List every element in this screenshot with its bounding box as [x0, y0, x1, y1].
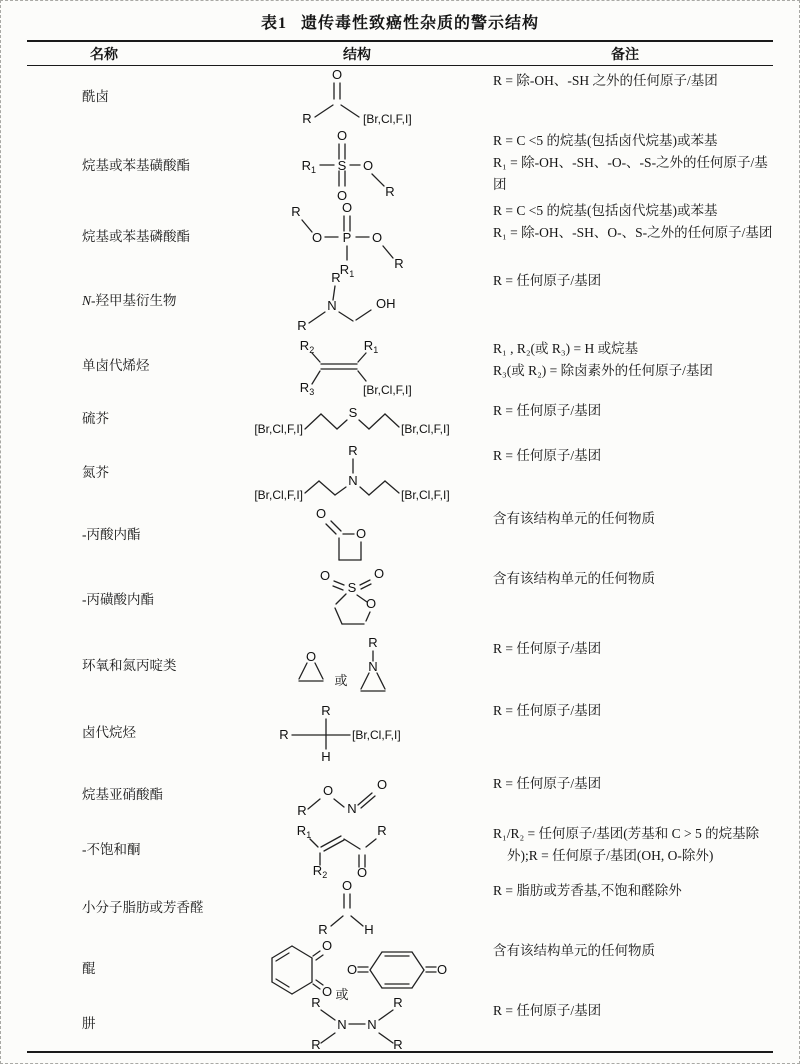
- substance-name: -不饱和酮: [82, 841, 141, 857]
- atom-label: R: [368, 635, 378, 650]
- atom-label: R: [394, 256, 404, 271]
- table-title-text: 遗传毒性致癌性杂质的警示结构: [301, 15, 540, 32]
- remark-line: R₁/R₂ = 任何原子/基团(芳基和 C > 5 的烷基除: [493, 826, 760, 841]
- structure-cell: [227, 266, 487, 334]
- bond-line: [412, 952, 424, 970]
- atom-label: O: [319, 568, 331, 583]
- bond-line: [312, 371, 320, 384]
- atom-label: [Br,Cl,F,I]: [401, 421, 450, 436]
- bond-line: [305, 481, 319, 493]
- substance-name: 卤代烷烃: [82, 725, 136, 740]
- atom-label: P: [342, 230, 352, 245]
- atom-label: O: [373, 566, 385, 581]
- bond-line: [315, 105, 333, 117]
- atom-label: H: [321, 748, 331, 764]
- atom-label: OH: [376, 296, 396, 311]
- atom-label: O: [311, 230, 323, 245]
- structure-cell: [227, 996, 487, 1051]
- chemical-structure-drawing: [272, 126, 442, 204]
- bond-line: [360, 580, 370, 585]
- table-row: [27, 266, 773, 334]
- remarks-cell: [487, 126, 773, 204]
- atom-label: O: [305, 649, 317, 664]
- remark-line: R₁ = 除-OH、-SH、-O-、-S-之外的任何原子/基团: [493, 155, 768, 192]
- substance-name: 烷基或苯基磺酸酯: [82, 157, 190, 173]
- structure-cell: [227, 634, 487, 696]
- bond-line: [360, 487, 369, 495]
- structure-cell: [227, 876, 487, 938]
- substance-name: -丙磺酸内酯: [82, 591, 154, 607]
- bond-line: [370, 970, 382, 988]
- atom-label: S: [348, 404, 358, 420]
- atom-label: R: [348, 442, 358, 458]
- atom-label: R: [291, 204, 301, 219]
- atom-label: N: [347, 801, 357, 816]
- substance-name: 氮芥: [82, 465, 109, 480]
- atom-label: O: [341, 200, 353, 215]
- atom-label: O: [371, 230, 383, 245]
- bond-line: [359, 420, 369, 429]
- structure-cell: [227, 441, 487, 504]
- header-row: [27, 42, 773, 65]
- atom-label: O: [355, 526, 367, 541]
- bond-line: [333, 586, 343, 590]
- remark-line: R = 脂肪或芳香基,不饱和醛除外: [493, 883, 682, 898]
- remark-line: R = 任何原子/基团: [493, 403, 602, 418]
- structure-cell: [227, 564, 487, 634]
- substance-name: 肼: [82, 1016, 96, 1031]
- chemical-structure-drawing: [272, 268, 442, 332]
- remark-line: R₁ , R₂(或 R₃) = H 或烷基: [493, 341, 639, 356]
- bond-line: [310, 839, 318, 847]
- chemical-structure-drawing: [252, 936, 462, 1000]
- substance-name: -丙酸内酯: [82, 526, 141, 542]
- bond-line: [369, 481, 385, 495]
- bond-line: [331, 521, 341, 531]
- bond-line: [339, 312, 353, 321]
- remarks-cell: [487, 441, 773, 504]
- structure-cell: [227, 196, 487, 279]
- chemical-structure-drawing: [267, 334, 447, 396]
- table-number: 表1: [260, 15, 287, 32]
- atom-label: N: [368, 659, 378, 674]
- substance-name: 硫芥: [82, 411, 109, 426]
- atom-label: [Br,Cl,F,I]: [254, 421, 303, 436]
- bond-line: [336, 594, 346, 604]
- table: [27, 1, 773, 1053]
- bond-line: [385, 414, 399, 427]
- substance-name: 烷基或苯基磷酸酯: [82, 228, 190, 244]
- remark-line: R = 除-OH、-SH 之外的任何原子/基团: [493, 73, 718, 88]
- atom-label: O: [436, 962, 448, 977]
- table-row: [27, 696, 773, 769]
- remark-line: R = 任何原子/基团: [493, 448, 602, 463]
- bond-line: [341, 105, 359, 117]
- remark-line: R₁ = 除-OH、-SH、O-、S-之外的任何原子/基团: [493, 225, 773, 240]
- chemical-structure-drawing: [272, 994, 442, 1052]
- table-row: [27, 126, 773, 203]
- bond-line: [379, 1033, 393, 1043]
- structure-cell: [227, 504, 487, 564]
- bond-line: [335, 487, 346, 495]
- header-structure: 结构: [343, 47, 371, 63]
- table-row: [27, 819, 773, 880]
- remark-line: 含有该结构单元的任何物质: [493, 511, 655, 526]
- atom-label: O: [315, 506, 327, 521]
- atom-label: R: [393, 994, 403, 1010]
- bond-line: [366, 612, 370, 621]
- atom-label: $R_2$: [312, 863, 328, 880]
- structure-cell: [227, 696, 487, 769]
- atom-label: S: [337, 158, 347, 173]
- bond-line: [272, 982, 292, 994]
- bond-line: [412, 970, 424, 988]
- bond-line: [334, 799, 344, 807]
- bond-line: [377, 673, 385, 689]
- remark-line: R = 任何原子/基团: [493, 1003, 602, 1018]
- bond-line: [321, 836, 341, 847]
- remark-line: 含有该结构单元的任何物质: [493, 943, 655, 958]
- bond-line: [321, 414, 337, 429]
- remarks-cell: [487, 819, 773, 879]
- remarks-cell: [487, 196, 773, 276]
- table-body: [27, 66, 773, 1051]
- remarks-cell: [487, 396, 773, 441]
- bond-line: [369, 414, 385, 429]
- remark-line: R = C <5 的烷基(包括卤代烷基)或苯基: [493, 133, 718, 148]
- remark-line: R = C <5 的烷基(包括卤代烷基)或苯基: [493, 203, 718, 218]
- bond-line: [335, 608, 342, 624]
- atom-label: $R_3$: [299, 380, 315, 397]
- remarks-cell: [487, 936, 773, 1000]
- remarks-cell: [487, 769, 773, 819]
- bond-line: [334, 581, 344, 585]
- table-row: [27, 634, 773, 696]
- bond-line: [292, 982, 312, 994]
- table-row: [27, 996, 773, 1051]
- atom-label: R: [297, 803, 307, 818]
- remarks-cell: [487, 696, 773, 769]
- atom-label: O: [362, 158, 374, 173]
- atom-label: R: [377, 823, 387, 838]
- atom-label: [Br,Cl,F,I]: [363, 383, 412, 397]
- atom-label: N: [327, 298, 337, 313]
- chemical-structure-drawing: [237, 399, 477, 439]
- table-row: [27, 564, 773, 634]
- atom-label: $R_1$: [339, 262, 355, 279]
- table-row: [27, 504, 773, 564]
- atom-label: [Br,Cl,F,I]: [401, 487, 450, 502]
- bond-line: [361, 673, 369, 689]
- chemical-structure-drawing: [272, 196, 442, 279]
- atom-label: O: [376, 777, 388, 792]
- remark-line: R = 任何原子/基团: [493, 273, 602, 288]
- remark-line: 含有该结构单元的任何物质: [493, 571, 655, 586]
- chemical-structure-drawing: [277, 635, 437, 695]
- atom-label: [Br,Cl,F,I]: [363, 112, 412, 126]
- atom-label: R: [321, 702, 331, 718]
- bond-line: [299, 663, 307, 679]
- bond-line: [370, 952, 382, 970]
- atom-label: O: [336, 188, 348, 203]
- table-row: [27, 196, 773, 279]
- bond-line: [313, 984, 320, 989]
- table-row: [27, 441, 773, 504]
- bond-line: [366, 839, 376, 847]
- bond-line: [308, 799, 320, 809]
- table-row: [27, 876, 773, 936]
- header-name: 名称: [90, 47, 118, 63]
- bond-line: [372, 174, 384, 186]
- chemical-structure-drawing: [282, 769, 432, 819]
- substance-name: 小分子脂肪或芳香醛: [82, 899, 204, 915]
- atom-label: N: [348, 472, 358, 488]
- atom-label: R: [385, 184, 395, 199]
- atom-label: O: [365, 596, 377, 611]
- atom-label: R: [331, 270, 341, 285]
- atom-label: R: [297, 318, 307, 333]
- bond-line: [309, 312, 325, 323]
- bond-line: [361, 796, 375, 808]
- table-title: [27, 1, 773, 40]
- bond-line: [383, 246, 393, 258]
- atom-label: $R_1$: [296, 823, 312, 840]
- chemical-structure-drawing: [277, 67, 437, 125]
- substance-name: 单卤代烯烃: [82, 357, 150, 373]
- structure-cell: [227, 126, 487, 204]
- bond-line: [344, 839, 360, 849]
- table-row: [27, 936, 773, 1002]
- bond-line: [358, 793, 372, 805]
- atom-label: O: [336, 128, 348, 143]
- remarks-cell: [487, 996, 773, 1051]
- structure-cell: [227, 66, 487, 126]
- table-row: [27, 396, 773, 441]
- atom-label: O: [331, 67, 343, 82]
- chemical-structure-drawing: [297, 876, 417, 938]
- bond-line: [315, 663, 323, 679]
- bond-line: [326, 524, 336, 534]
- bond-line: [305, 414, 321, 429]
- bond-line: [358, 371, 366, 381]
- atom-label: R: [318, 922, 328, 937]
- bond-line: [272, 946, 292, 958]
- substance-name: 烷基亚硝酸酯: [82, 786, 163, 802]
- bond-line: [313, 951, 320, 956]
- atom-label: O: [346, 962, 358, 977]
- atom-label: N: [337, 1016, 347, 1032]
- atom-label: R: [311, 994, 321, 1010]
- bond-line: [351, 916, 363, 926]
- substance-name: 酰卤: [82, 88, 109, 104]
- table-row: [27, 66, 773, 126]
- atom-label: O: [356, 865, 368, 880]
- substance-name: 环氧和氮丙啶类: [82, 657, 177, 673]
- bond-line: [385, 481, 399, 493]
- structure-cell: [227, 396, 487, 441]
- remarks-cell: [487, 564, 773, 634]
- bond-line: [358, 353, 366, 362]
- remarks-cell: [487, 334, 773, 396]
- substance-name: 醌: [82, 960, 96, 976]
- remarks-cell: [487, 66, 773, 126]
- bond-line: [316, 955, 323, 960]
- atom-label: 或: [335, 987, 349, 1002]
- atom-label: O: [321, 984, 333, 999]
- bond-line: [319, 481, 335, 495]
- header-remark: 备注: [611, 47, 639, 63]
- structure-cell: [227, 769, 487, 819]
- bond-line: [324, 840, 344, 851]
- chemical-structure-drawing: [297, 566, 417, 632]
- chemical-structure-drawing: [297, 504, 417, 564]
- chemical-structure-drawing: [272, 819, 442, 879]
- bond-line: [321, 1033, 335, 1043]
- structure-cell: [227, 936, 487, 1000]
- bond-line: [361, 584, 371, 589]
- chemical-structure-drawing: [262, 701, 452, 765]
- bond-line: [337, 420, 347, 429]
- atom-label: [Br,Cl,F,I]: [352, 727, 401, 742]
- remarks-cell: [487, 504, 773, 564]
- bond-line: [321, 1010, 335, 1020]
- substance-name: N-羟甲基衍生物: [82, 292, 177, 308]
- structure-cell: [227, 819, 487, 879]
- atom-label: R: [279, 726, 289, 742]
- remarks-cell: [487, 266, 773, 334]
- bond-line: [356, 310, 371, 320]
- remark-line: 外);R = 任何原子/基团(OH, O-除外): [507, 848, 714, 863]
- remark-line: R = 任何原子/基团: [493, 641, 602, 656]
- remarks-cell: [487, 876, 773, 938]
- atom-label: $R_1$: [363, 338, 379, 355]
- table-row: [27, 334, 773, 396]
- atom-label: [Br,Cl,F,I]: [254, 487, 303, 502]
- remark-line: R₃(或 R₂) = 除卤素外的任何原子/基团: [493, 363, 713, 378]
- atom-label: 或: [334, 673, 348, 688]
- atom-label: O: [321, 938, 333, 953]
- remark-line: R = 任何原子/基团: [493, 776, 602, 791]
- atom-label: S: [347, 580, 357, 595]
- atom-label: $R_1$: [301, 158, 316, 175]
- atom-label: $R_2$: [299, 338, 315, 355]
- remark-line: R = 任何原子/基团: [493, 703, 602, 718]
- bond-line: [302, 220, 312, 232]
- bond-line: [331, 916, 343, 926]
- chemical-structure-drawing: [237, 443, 477, 503]
- atom-label: R: [311, 1036, 321, 1052]
- atom-label: R: [393, 1036, 403, 1052]
- table-row: [27, 769, 773, 819]
- bond-line: [379, 1010, 393, 1020]
- atom-label: O: [322, 783, 334, 798]
- structure-cell: [227, 334, 487, 396]
- atom-label: R: [302, 111, 312, 126]
- atom-label: H: [364, 922, 374, 937]
- atom-label: N: [367, 1016, 377, 1032]
- atom-label: O: [341, 878, 353, 893]
- remarks-cell: [487, 634, 773, 696]
- bond-line: [292, 946, 312, 958]
